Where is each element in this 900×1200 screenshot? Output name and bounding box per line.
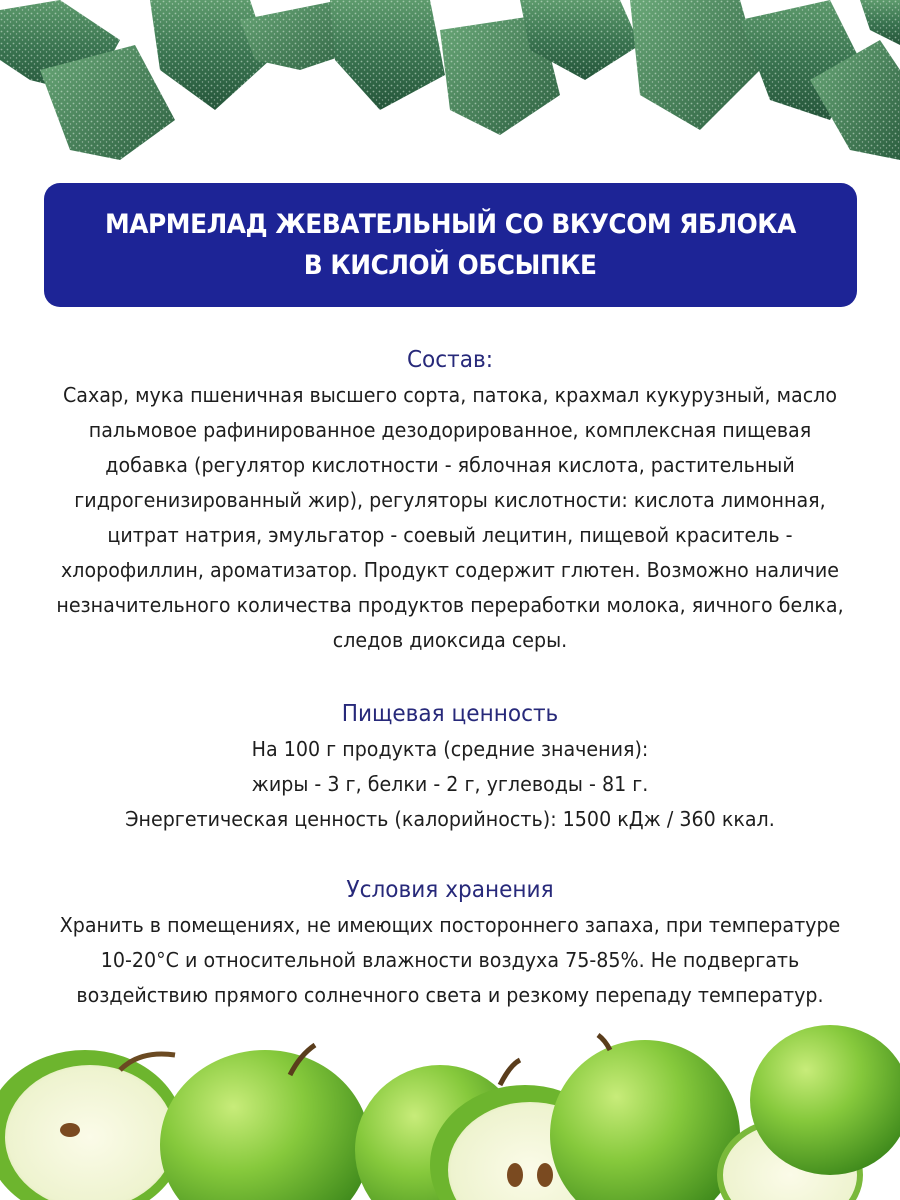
nutrition-line: Энергетическая ценность (калорийность): 1500 кДж / 360 ккал. bbox=[125, 807, 775, 831]
apple-half bbox=[0, 1050, 185, 1200]
candy-strip bbox=[860, 0, 900, 45]
composition-line: хлорофиллин, ароматизатор. Продукт содержит глютен. Возможно наличие bbox=[61, 558, 839, 582]
candy-strip bbox=[150, 0, 270, 110]
composition-line: цитрат натрия, эмульгатор - соевый лецитин, пищевой краситель - bbox=[107, 523, 793, 547]
composition-section bbox=[0, 342, 900, 658]
storage-line: 10-20°С и относительной влажности воздуха 75-85%. Не подвергать bbox=[100, 948, 800, 972]
composition-line: пальмовое рафинированное дезодорированное, комплексная пищевая bbox=[88, 418, 812, 442]
composition-heading: Состав: bbox=[406, 347, 494, 373]
nutrition-line: На 100 г продукта (средние значения): bbox=[251, 737, 649, 761]
candy-strip bbox=[630, 0, 760, 130]
storage-heading: Условия хранения bbox=[346, 877, 554, 903]
composition-line: незначительного количества продуктов переработки молока, яичного белка, bbox=[56, 593, 844, 617]
title-banner bbox=[44, 183, 857, 307]
apple bbox=[160, 1045, 370, 1200]
nutrition-line: жиры - 3 г, белки - 2 г, углеводы - 81 г. bbox=[251, 772, 649, 796]
composition-line: добавка (регулятор кислотности - яблочная кислота, растительный bbox=[105, 453, 795, 477]
composition-line: следов диоксида серы. bbox=[332, 628, 568, 652]
product-title-line-2: В КИСЛОЙ ОБСЫПКЕ bbox=[304, 250, 597, 281]
storage-section bbox=[0, 872, 900, 1013]
green-apples-image bbox=[0, 1025, 900, 1200]
marmalade-strips-image bbox=[0, 0, 900, 175]
storage-line: воздействию прямого солнечного света и резкому перепаду температур. bbox=[76, 983, 824, 1007]
storage-line: Хранить в помещениях, не имеющих постороннего запаха, при температуре bbox=[59, 913, 841, 937]
apple bbox=[550, 1035, 740, 1200]
nutrition-section bbox=[0, 696, 900, 837]
composition-line: Сахар, мука пшеничная высшего сорта, патока, крахмал кукурузный, масло bbox=[62, 383, 838, 407]
product-title-line-1: МАРМЕЛАД ЖЕВАТЕЛЬНЫЙ СО ВКУСОМ ЯБЛОКА bbox=[105, 209, 796, 240]
composition-line: гидрогенизированный жир), регуляторы кислотности: кислота лимонная, bbox=[74, 488, 826, 512]
candy-strip bbox=[330, 0, 445, 110]
nutrition-heading: Пищевая ценность bbox=[341, 701, 559, 727]
